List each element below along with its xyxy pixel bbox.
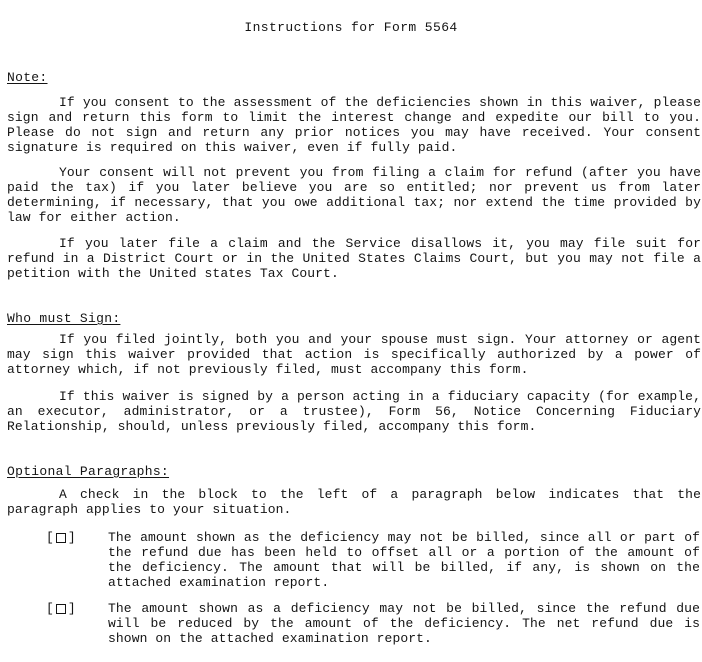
checkbox-square-icon[interactable] bbox=[56, 533, 66, 543]
document-title: Instructions for Form 5564 bbox=[244, 20, 458, 35]
note-paragraph-1: If you consent to the assessment of the deficiencies shown in this waiver, please sign and return this form to limit the interest change and expedite our bill to you. Please do not sign and return any prior notices you may have received. Your consent signature is required on this waiver, even if fully paid. bbox=[7, 95, 701, 155]
bracket-open: [ bbox=[46, 601, 54, 616]
note-paragraph-2: Your consent will not prevent you from filing a claim for refund (after you have paid the tax) if you later believe you are so entitled; nor prevent us from later determining, if necessary, that you owe additional tax; nor extend the time provided by law for either action. bbox=[7, 165, 701, 225]
bracket-close: ] bbox=[67, 601, 76, 616]
optional-paragraph-1 bbox=[46, 530, 702, 590]
optional-paragraph-2 bbox=[46, 601, 702, 661]
optional-paragraph-1-text: The amount shown as the deficiency may not be billed, since all or part of the refund due has been held to offset all or a portion of the amount of the deficiency. The amount that will be billed, if any, is shown on the attached examination report. bbox=[108, 530, 700, 590]
bracket-open: [ bbox=[46, 530, 54, 545]
optional-paragraphs-heading: Optional Paragraphs: bbox=[7, 464, 170, 479]
note-heading: Note: bbox=[7, 70, 48, 85]
who-must-sign-paragraph-2: If this waiver is signed by a person acting in a fiduciary capacity (for example, an executor, administrator, or a trustee), Form 56, Notice Concerning Fiduciary Relationship, should, unless previously filed, accompany this form. bbox=[7, 389, 701, 434]
note-paragraph-3: If you later file a claim and the Service disallows it, you may file suit for refund in a District Court or in the United States Claims Court, but you may not file a petition with the United states Tax Court. bbox=[7, 236, 701, 281]
checkbox-square-icon[interactable] bbox=[56, 604, 66, 614]
optional-paragraph-2-text: The amount shown as a deficiency may not be billed, since the refund due will be reduced by the amount of the deficiency. The net refund due is shown on the attached examination report. bbox=[108, 601, 700, 646]
who-must-sign-paragraph-1: If you filed jointly, both you and your spouse must sign. Your attorney or agent may sign this waiver provided that action is specifically authorized by a power of attorney which, if not previously filed, must accompany this form. bbox=[7, 332, 701, 377]
who-must-sign-heading: Who must Sign: bbox=[7, 311, 121, 326]
optional-checkbox-2[interactable] bbox=[46, 601, 76, 616]
bracket-close: ] bbox=[67, 530, 76, 545]
optional-paragraphs-intro: A check in the block to the left of a paragraph below indicates that the paragraph applies to your situation. bbox=[7, 487, 701, 517]
optional-checkbox-1[interactable] bbox=[46, 530, 76, 545]
